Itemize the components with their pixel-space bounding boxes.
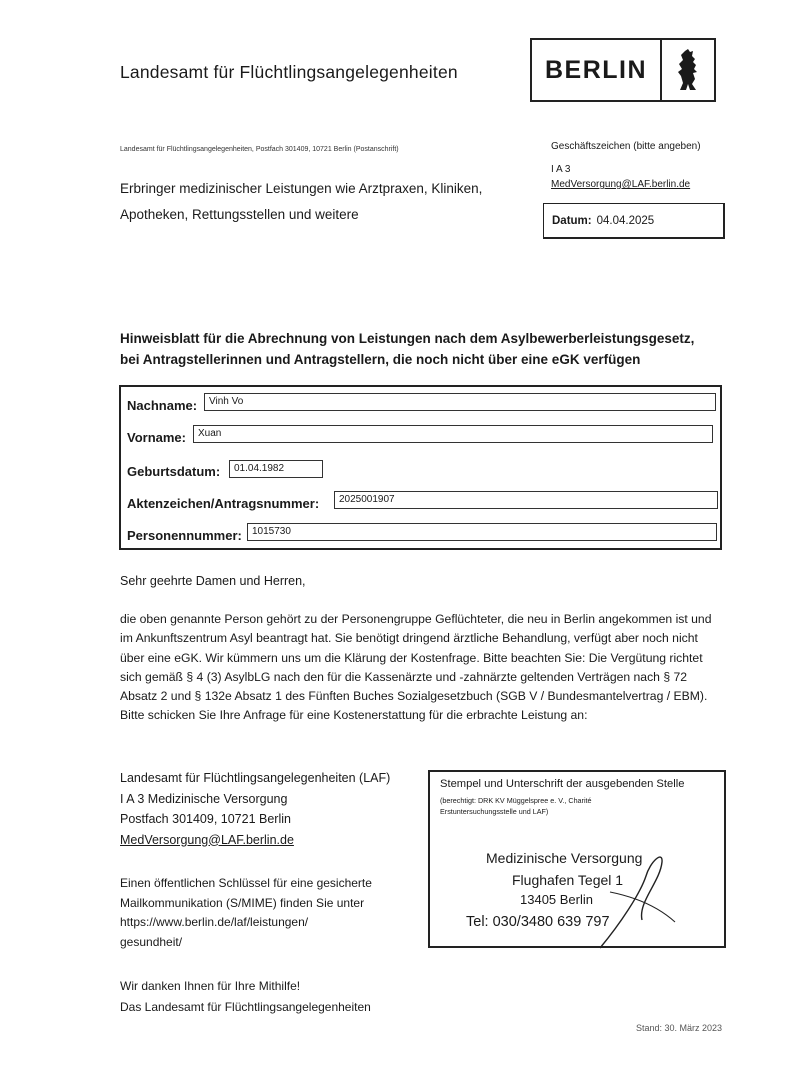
reference-code: I A 3 <box>551 164 571 175</box>
person-number-field[interactable]: 1015730 <box>247 523 717 541</box>
closing-line: Wir danken Ihnen für Ihre Mithilfe! <box>120 979 301 993</box>
salutation: Sehr geehrte Damen und Herren, <box>120 574 306 588</box>
laf-address <box>120 768 390 850</box>
date-box <box>543 203 725 239</box>
date-value: 04.04.2025 <box>596 214 655 227</box>
file-number-field[interactable]: 2025001907 <box>334 491 718 509</box>
agency-title: Landesamt für Flüchtlingsangelegenheiten <box>120 62 458 82</box>
lastname-field[interactable]: Vinh Vo <box>204 393 716 411</box>
handwritten-signature <box>580 832 690 950</box>
person-number-label: Personennummer: <box>127 528 242 543</box>
closing-line: Das Landesamt für Flüchtlingsangelegenheiten <box>120 999 371 1014</box>
stamp-line: 13405 Berlin <box>520 892 593 907</box>
smime-link[interactable]: https://www.berlin.de/laf/leistungen/ <box>120 915 309 929</box>
address-email-link[interactable]: MedVersorgung@LAF.berlin.de <box>120 832 294 847</box>
birthdate-label: Geburtsdatum: <box>127 464 221 479</box>
stamp-line: Tel: 030/3480 639 797 <box>466 914 610 930</box>
personal-data-form <box>119 385 722 550</box>
document-heading <box>120 328 720 370</box>
reference-email-link[interactable]: MedVersorgung@LAF.berlin.de <box>551 179 691 190</box>
date-label: Datum: <box>552 214 592 227</box>
address-line: Landesamt für Flüchtlingsangelegenheiten (LAF) <box>120 771 391 785</box>
firstname-label: Vorname: <box>127 430 186 445</box>
smime-note <box>120 874 410 952</box>
stamp-signature-box <box>428 770 726 948</box>
firstname-field[interactable]: Xuan <box>193 425 713 443</box>
stamp-line: Medizinische Versorgung <box>486 850 643 866</box>
stamp-line: Flughafen Tegel 1 <box>512 872 624 888</box>
recipient-block <box>120 176 540 228</box>
version-footer: Stand: 30. März 2023 <box>636 1023 723 1033</box>
sender-address-line: Landesamt für Flüchtlingsangelegenheiten, Postfach 301409, 10721 Berlin (Postanschrift) <box>120 146 399 153</box>
smime-link-continued[interactable]: gesundheit/ <box>120 934 183 949</box>
reference-label: Geschäftszeichen (bitte angeben) <box>551 141 701 152</box>
stamp-subtitle-line: Erstuntersuchungsstelle und LAF) <box>440 807 549 816</box>
stamp-subtitle-line: (berechtigt: DRK KV Müggelspree e. V., Charité <box>440 796 592 805</box>
stamp-title: Stempel und Unterschrift der ausgebenden Stelle <box>440 778 685 790</box>
lastname-label: Nachname: <box>127 398 198 413</box>
logo-text: BERLIN <box>544 55 648 84</box>
heading-line: bei Antragstellerinnen und Antragstellern, die noch nicht über eine eGK verfügen <box>120 352 641 367</box>
smime-line: Einen öffentlichen Schlüssel für eine gesicherte <box>120 876 372 890</box>
heading-line: Hinweisblatt für die Abrechnung von Leistungen nach dem Asylbewerberleistungsgesetz, <box>120 331 695 346</box>
birthdate-field[interactable]: 01.04.1982 <box>229 460 323 478</box>
berlin-bear-icon <box>662 40 714 100</box>
smime-line: Mailkommunikation (S/MIME) finden Sie unter <box>120 895 365 910</box>
closing <box>120 976 371 1017</box>
recipient-line: Erbringer medizinischer Leistungen wie Arztpraxen, Kliniken, <box>120 181 483 196</box>
body-paragraph: die oben genannte Person gehört zu der Personengruppe Geflüchteter, die neu in Berlin angekommen ist und im Ankunftszentrum Asyl beantragt hat. Sie benötigt dringend ärztliche Behandlung, verfügt aber noch nicht über eine eGK. Wir kümmern uns um die Klärung der Kostenfrage. Bitte beachten Sie: Die Vergütung richtet sich gemäß § 4 (3) AsylbLG nach den für die Kassenärzte und -zahnärzte geltenden Verträgen nach § 72 Absatz 2 und § 132e Absatz 1 des Fünften Buches Sozialgesetzbuch (SGB V / Bundesmantelvertrag / EBM). Bitte schicken Sie Ihre Anfrage für eine Kostenerstattung für die erbrachte Leistung an: <box>120 612 712 723</box>
stamp-subtitle <box>440 795 710 817</box>
recipient-line: Apotheken, Rettungsstellen und weitere <box>120 207 359 222</box>
address-line: I A 3 Medizinische Versorgung <box>120 791 288 806</box>
berlin-logo <box>530 38 716 102</box>
file-number-label: Aktenzeichen/Antragsnummer: <box>127 496 320 511</box>
address-line: Postfach 301409, 10721 Berlin <box>120 812 291 826</box>
